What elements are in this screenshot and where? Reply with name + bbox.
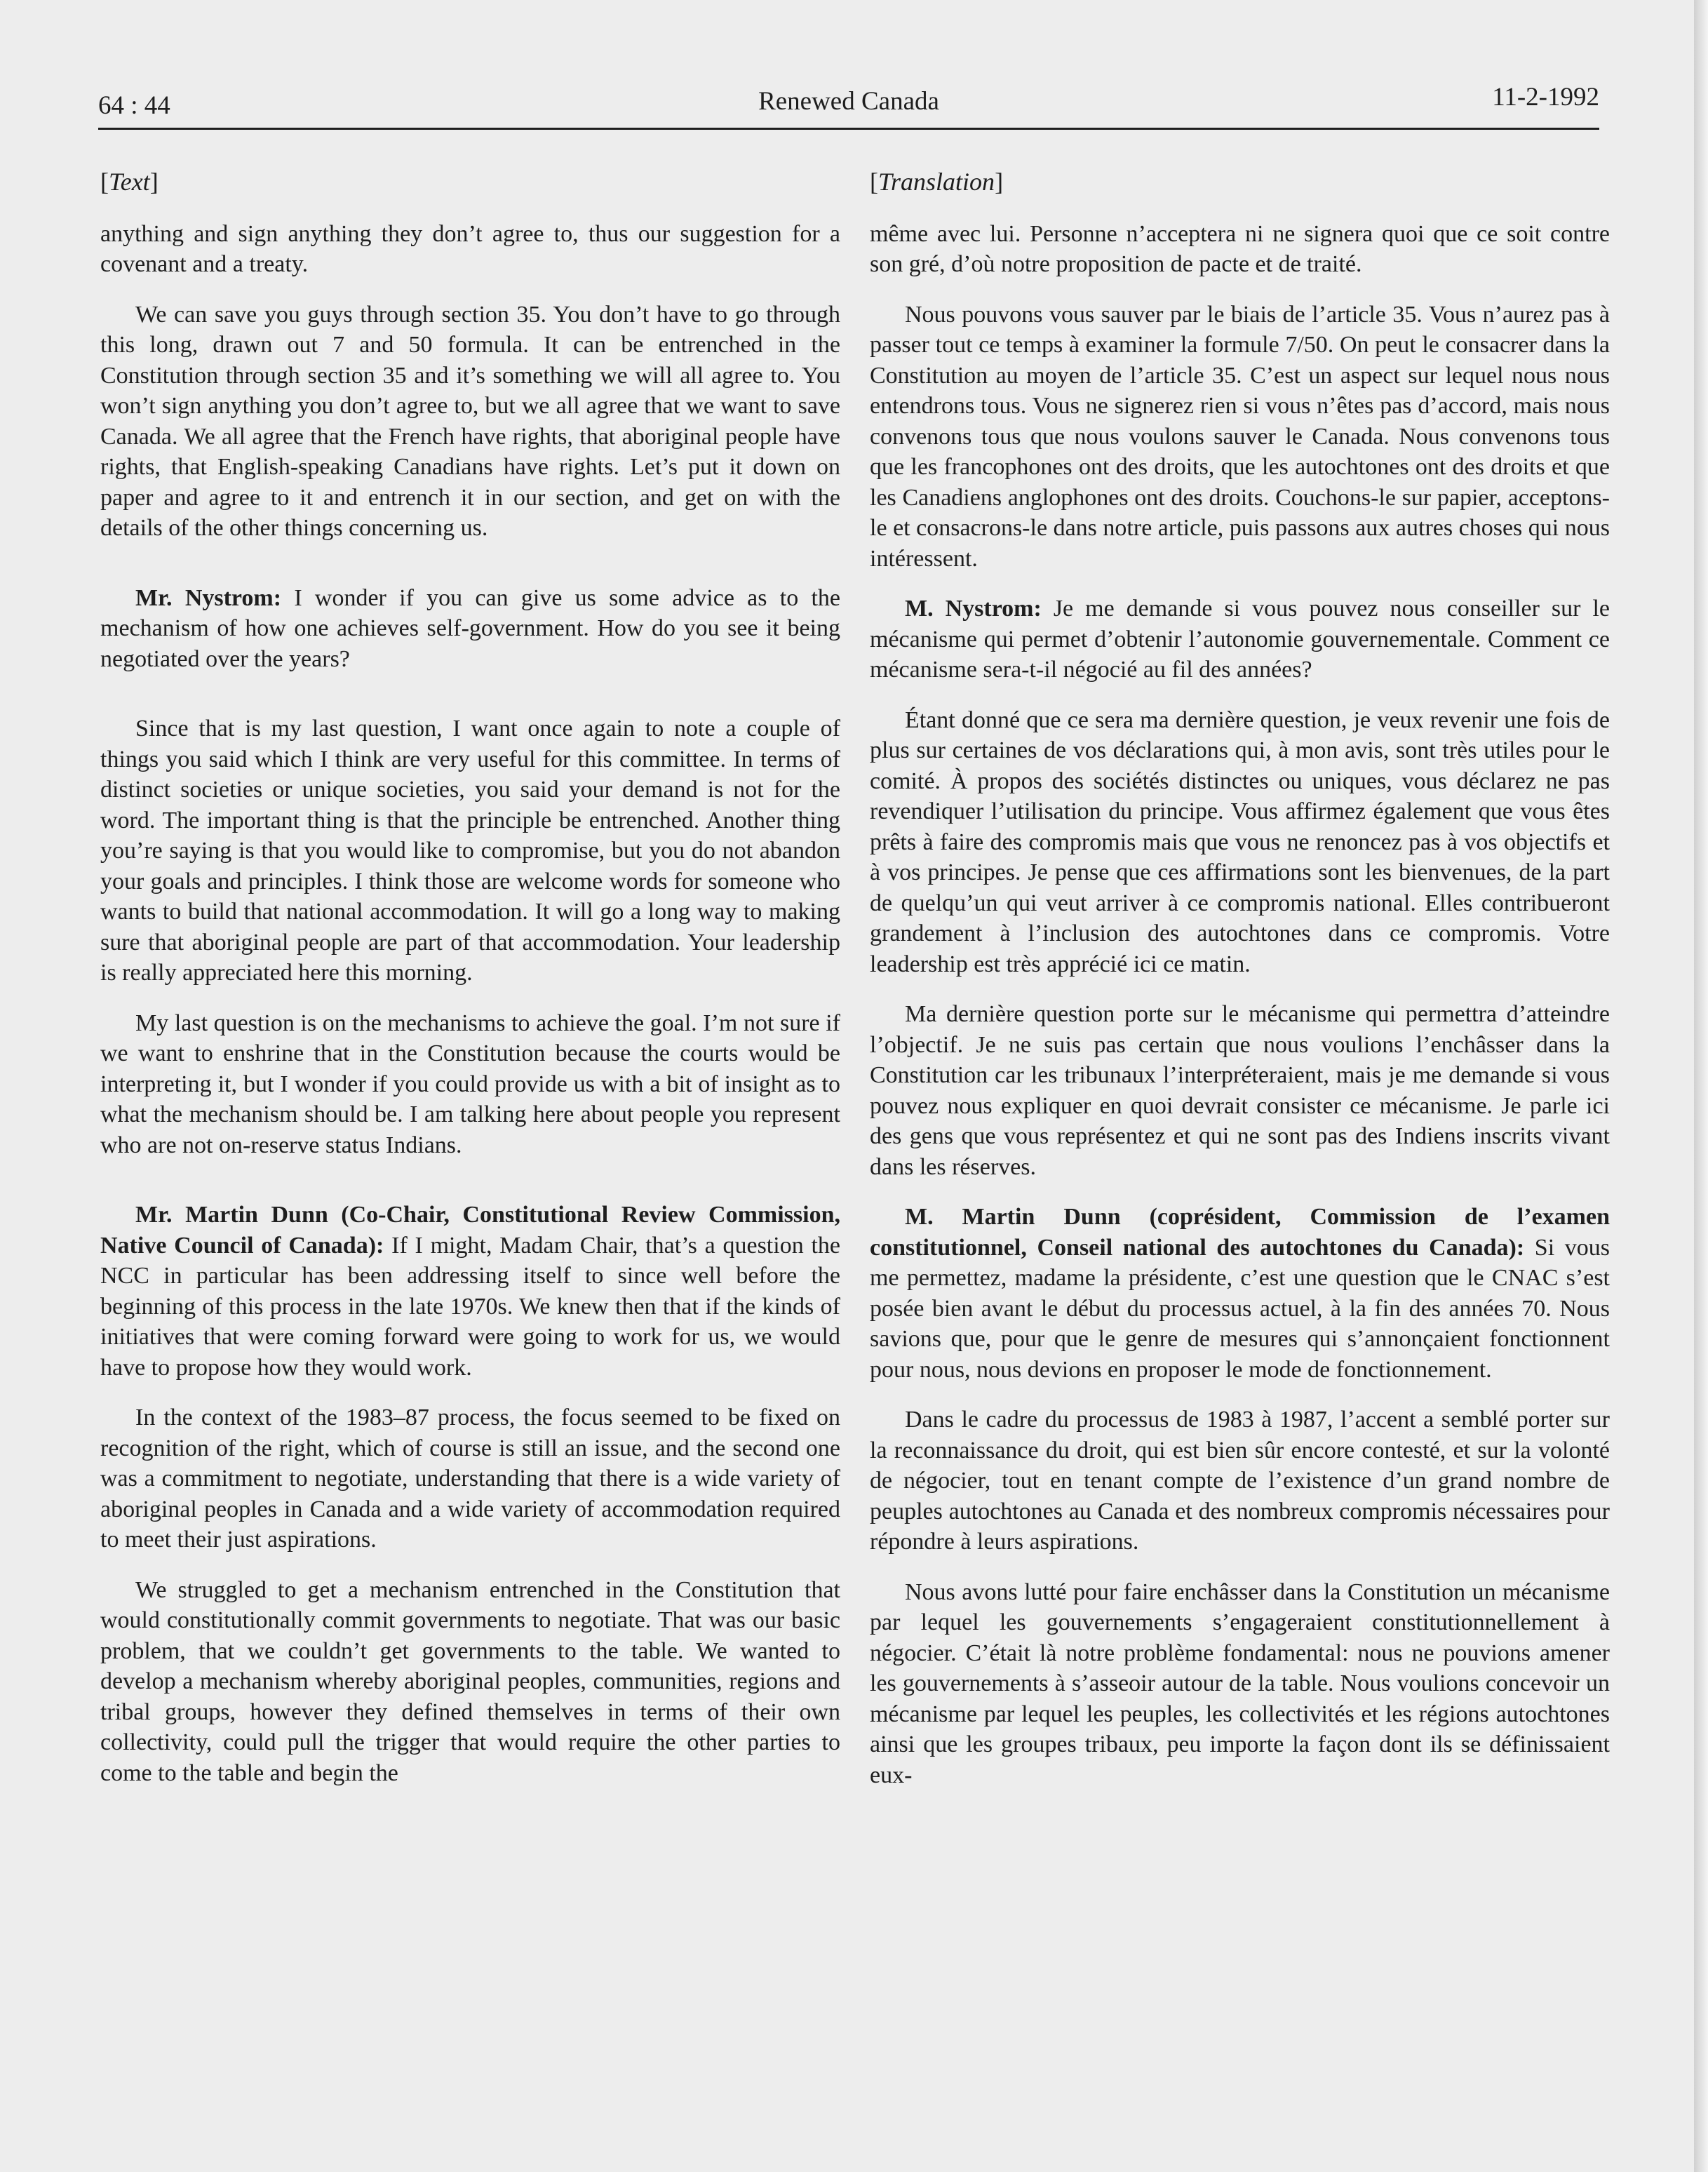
running-title: Renewed Canada — [758, 87, 939, 116]
speaker-name: M. Martin Dunn (coprésident, Commission de l’examen constitutionnel, Conseil national des autochtones du Canada): — [870, 1204, 1610, 1261]
paragraph: We struggled to get a mechanism entrenched in the Constitution that would constitutionally commit governments to negotiate. That was our basic problem, that we couldn’t get governments to the table. We wanted to develop a mechanism whereby aboriginal peoples, communities, regions and tribal groups, however they defined themselves in terms of their own collectivity, could pull the trigger that would require the other parties to come to the table and begin the — [100, 1576, 840, 1786]
english-column — [100, 167, 840, 1808]
column-label-translation-word: Translation — [878, 168, 995, 196]
speaker-name: Mr. Martin Dunn (Co-Chair, Constitutional Review Commission, Native Council of Canada): — [100, 1202, 840, 1259]
column-label-text-word: Text — [109, 168, 150, 196]
column-label-text: [Text] — [100, 168, 159, 196]
speaker-name: M. Nystrom: — [905, 596, 1042, 622]
speaker-paragraph: Mr. Nystrom: I wonder if you can give us some advice as to the mechanism of how one achieves self-government. How do you see it being negotiated over the years? — [100, 584, 840, 672]
speaker-paragraph: M. Nystrom: Je me demande si vous pouvez nous conseiller sur le mécanisme qui permet d’obtenir l’autonomie gouvernementale. Comment ce mécanisme sera-t-il négocié au fil des années? — [870, 596, 1610, 683]
page-binding-edge — [1694, 0, 1708, 2172]
sitting-date: 11-2-1992 — [1492, 83, 1599, 112]
speaker-paragraph: Mr. Martin Dunn (Co-Chair, Constitutional Review Commission, Native Council of Canada): If I might, Madam Chair, that’s a question the NCC in particular has been addressing itself to since well before the beginning of this process in the late 1970s. We knew then that if the kinds of initiatives that were coming forward were going to work for us, we would have to propose how they would work. — [100, 1202, 840, 1381]
paragraph: My last question is on the mechanisms to achieve the goal. I’m not sure if we want to enshrine that in the Constitution because the courts would be interpreting it, but I wonder if you could provide us with a bit of insight as to what the mechanism should be. I am talking here about people you represent who are not on-reserve status Indians. — [100, 1010, 840, 1158]
paragraph: Since that is my last question, I want once again to note a couple of things you said which I think are very useful for this committee. In terms of distinct societies or unique societies, you said your demand is not for the word. The important thing is that the principle be entrenched. Another thing you’re saying is that you would like to compromise, but you do not abandon your goals and principles. I think those are welcome words for someone who wants to build that national accommodation. It will go a long way to making sure that aboriginal people are part of that accommodation. Your leadership is really appreciated here this morning. — [100, 716, 840, 986]
column-label-translation: [Translation] — [870, 168, 1004, 196]
paragraph: In the context of the 1983–87 process, the focus seemed to be fixed on recognition of the right, which of course is still an issue, and the second one was a commitment to negotiate, understanding that there is a wide variety of aboriginal peoples in Canada and a wide variety of accommodation required to meet their just aspirations. — [100, 1405, 840, 1553]
page-folio: 64 : 44 — [98, 91, 170, 120]
paragraph: Étant donné que ce sera ma dernière question, je veux revenir une fois de plus sur certaines de vos déclarations qui, à mon avis, sont très utiles pour le comité. À propos des sociétés distinctes ou uniques, vous déclarez ne pas revendiquer l’utilisation du principe. Vous affirmez également que vous êtes prêts à faire des compromis mais que vous ne renoncez pas à vos objectifs et à vos principes. Je pense que ces affirmations sont les bienvenues, de la part de quelqu’un qui veut arriver à ce compromis national. Elles contribueront grandement à l’inclusion des autochtones dans ce compromis. Votre leadership est très apprécié ici ce matin. — [870, 706, 1610, 977]
paragraph: même avec lui. Personne n’acceptera ni ne signera quoi que ce soit contre son gré, d’où notre proposition de pacte et de traité. — [870, 220, 1610, 277]
paragraph: Dans le cadre du processus de 1983 à 1987, l’accent a semblé porter sur la reconnaissance du droit, qui est bien sûr encore contesté, et sur la volonté de négocier, tout en tenant compte de l’existence d’un grand nombre de peuples autochtones au Canada et des nombreux compromis nécessaires pour répondre à leurs aspirations. — [870, 1407, 1610, 1555]
paragraph: We can save you guys through section 35. You don’t have to go through this long, drawn out 7 and 50 formula. It can be entrenched in the Constitution through section 35 and it’s something we will all agree to. You won’t sign anything you don’t agree to, but we all agree that we want to save Canada. We all agree that the French have rights, that aboriginal people have rights, that English-speaking Canadians have rights. Let’s put it down on paper and agree to it and entrench it in our section, and get on with the details of the other things concerning us. — [100, 301, 840, 541]
paragraph: Nous pouvons vous sauver par le biais de l’article 35. Vous n’aurez pas à passer tout ce temps à examiner la formule 7/50. On peut le consacrer dans la Constitution au moyen de l’article 35. C’est un aspect sur lequel nous nous entendrons tous. Vous ne signerez rien si vous n’êtes pas d’accord, mais nous convenons tous que nous voulons sauver le Canada. Nous convenons tous que les francophones ont des droits, que les autochtones ont des droits et que les Canadiens anglophones ont des droits. Couchons-le sur papier, acceptons-le et consacrons-le dans notre article, puis passons aux autres choses qui nous intéressent. — [870, 301, 1610, 572]
speaker-name: Mr. Nystrom: — [135, 584, 282, 611]
paragraph: anything and sign anything they don’t agree to, thus our suggestion for a covenant and a treaty. — [100, 220, 840, 277]
paragraph: Ma dernière question porte sur le mécanisme qui permettra d’atteindre l’objectif. Je ne suis pas certain que nous voulions l’enchâsser dans la Constitution car les tribunaux l’interpréteraient, mais je me demande si vous pouvez nous expliquer en quoi devrait consister ce mécanisme. Je parle ici des gens que vous représentez et qui ne sont pas des Indiens inscrits vivant dans les réserves. — [870, 1001, 1610, 1180]
paragraph: Nous avons lutté pour faire enchâsser dans la Constitution un mécanisme par lequel les gouvernements s’engageraient constitutionnellement à négocier. C’était là notre problème fondamental: nous ne pouvions amener les gouvernements à s’asseoir autour de la table. Nous voulions concevoir un mécanisme par lequel les peuples, les collectivités et les régions autochtones ainsi que les groupes tribaux, peu importe la façon dont ils se définissaient eux- — [870, 1578, 1610, 1788]
french-column — [870, 167, 1610, 1810]
speaker-paragraph: M. Martin Dunn (coprésident, Commission de l’examen constitutionnel, Conseil national des autochtones du Canada): Si vous me permettez, madame la présidente, c’est une question que le CNAC s’est posée bien avant le début du processus actuel, à la fin des années 70. Nous savions que, pour que le genre de mesures qui s’annonçaient fonctionnent pour nous, nous devions en proposer le mode de fonctionnement. — [870, 1204, 1610, 1383]
page-header — [98, 83, 1599, 130]
